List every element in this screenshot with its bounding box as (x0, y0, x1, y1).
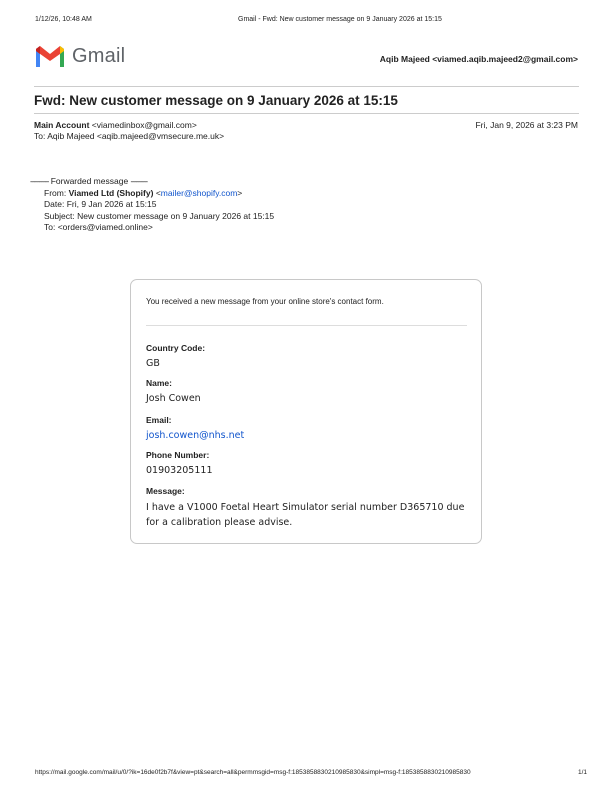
sender-line (34, 120, 197, 130)
print-date: 1/12/26, 10:48 AM (35, 16, 92, 23)
email-subject: Fwd: New customer message on 9 January 2026 at 15:15 (34, 93, 398, 108)
forwarded-date-label: Date: (44, 199, 65, 209)
forwarded-title: Forwarded message (50, 176, 129, 186)
message-label: Message: (146, 486, 185, 496)
header-divider (34, 86, 579, 87)
forwarded-from-label: From: (44, 187, 67, 198)
phone-label: Phone Number: (146, 450, 210, 460)
recipient-label: To: (34, 131, 46, 141)
recipient-line (34, 131, 224, 141)
print-footer-url: https://mail.google.com/mail/u/0/?ik=16de0f2b7f&view=pt&search=all&permmsgid=msg-f:1853858830210985830&simpl=msg-f:1853858830210985830 (35, 769, 471, 776)
print-title: Gmail - Fwd: New customer message on 9 January 2026 at 15:15 (238, 16, 442, 23)
forwarded-to-label: To: (44, 222, 56, 232)
message-divider (146, 325, 467, 326)
recipient-address: Aqib Majeed <aqib.majeed@vmsecure.me.uk> (47, 131, 225, 141)
gmail-logo-icon (34, 43, 66, 69)
forwarded-subject (44, 211, 274, 223)
forwarded-dashes-left: ---------- (30, 176, 49, 186)
forwarded-from-close: > (237, 187, 243, 198)
email-label: Email: (146, 415, 172, 425)
forwarded-from (44, 188, 274, 200)
name-label: Name: (146, 378, 172, 388)
forwarded-header (30, 176, 275, 234)
forwarded-date-value: Fri, 9 Jan 2026 at 15:15 (66, 199, 157, 209)
sent-date: Fri, Jan 9, 2026 at 3:23 PM (475, 120, 578, 130)
sender-name: Main Account (34, 120, 90, 130)
message-intro: You received a new message from your online store's contact form. (146, 297, 384, 306)
subject-divider (34, 113, 579, 114)
email-value-link[interactable]: josh.cowen@nhs.net (146, 430, 245, 441)
forwarded-subject-label: Subject: (44, 210, 75, 221)
forwarded-subject-value: New customer message on 9 January 2026 at 15:15 (77, 210, 275, 221)
message-value: I have a V1000 Foetal Heart Simulator serial number D365710 due for a calibration please advise. (146, 502, 465, 528)
name-value: Josh Cowen (146, 393, 201, 404)
gmail-logo-text: Gmail (72, 45, 126, 67)
forwarded-date (44, 199, 274, 211)
print-page-number: 1/1 (577, 769, 587, 776)
forwarded-to (44, 222, 274, 234)
sender-address: <viamedinbox@gmail.com> (91, 120, 197, 130)
forwarded-from-name: Viamed Ltd (Shopify) (68, 187, 154, 198)
forwarded-to-value: <orders@viamed.online> (57, 222, 153, 232)
forwarded-from-email-link[interactable]: mailer@shopify.com (160, 187, 238, 198)
forwarded-from-open: < (155, 187, 161, 198)
forwarded-dashes-right: --------- (130, 176, 148, 186)
country-value: GB (146, 358, 160, 369)
account-email: Aqib Majeed <viamed.aqib.majeed2@gmail.com> (379, 54, 578, 64)
country-label: Country Code: (146, 343, 206, 353)
phone-value: 01903205111 (146, 465, 213, 476)
forwarded-heading (30, 176, 274, 188)
